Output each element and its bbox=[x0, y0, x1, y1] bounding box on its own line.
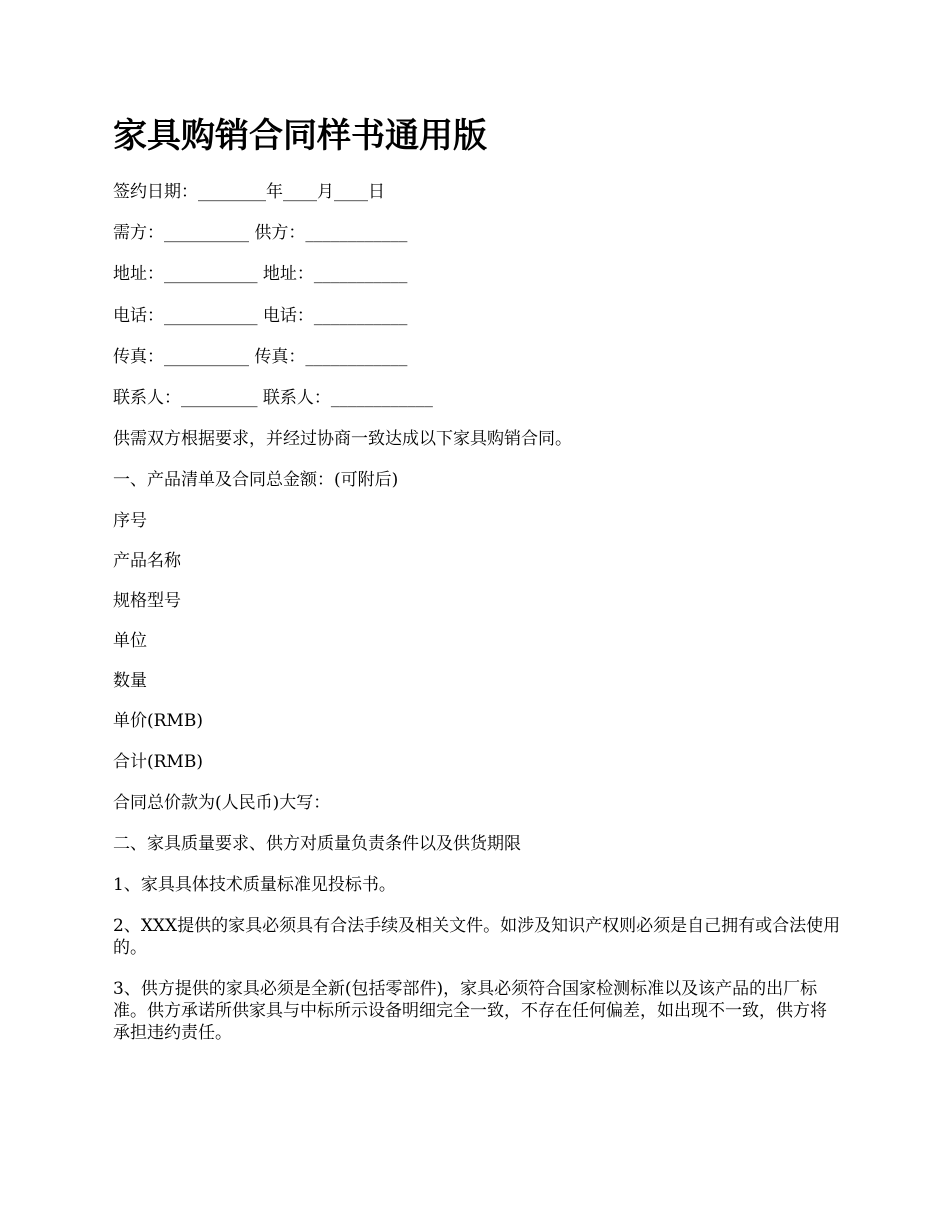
clause-2: 2、XXX提供的家具必须具有合法手续及相关文件。如涉及知识产权则必须是自己拥有或合法使用的。 bbox=[113, 916, 841, 958]
table-header-cell: 序号 bbox=[113, 511, 147, 531]
party-phone-line: 电话：___________ 电话：___________ bbox=[113, 306, 408, 326]
party-contact-line: 联系人：_________ 联系人：____________ bbox=[113, 388, 433, 408]
table-header-cell: 合计(RMB) bbox=[113, 752, 203, 772]
document-title: 家具购销合同样书通用版 bbox=[113, 116, 487, 156]
clause-3: 3、供方提供的家具必须是全新(包括零部件)，家具必须符合国家检测标准以及该产品的出厂标准。供方承诺所供家具与中标所示设备明细完全一致，不存在任何偏差，如出现不一致，供方将承担违约责任。 bbox=[113, 979, 827, 1043]
section2-heading: 二、家具质量要求、供方对质量负责条件以及供货期限 bbox=[113, 834, 521, 854]
table-header-cell: 数量 bbox=[113, 671, 147, 691]
sign-date-line: 签约日期：________年____月____日 bbox=[113, 182, 385, 202]
table-header-cell: 单位 bbox=[113, 631, 147, 651]
table-header-cell: 单价(RMB) bbox=[113, 711, 203, 731]
total-amount-line: 合同总价款为(人民币)大写： bbox=[113, 793, 331, 813]
intro-paragraph: 供需双方根据要求，并经过协商一致达成以下家具购销合同。 bbox=[113, 429, 572, 449]
section1-heading: 一、产品清单及合同总金额：(可附后) bbox=[113, 470, 399, 490]
party-address-line: 地址：___________ 地址：___________ bbox=[113, 264, 408, 284]
clause-1: 1、家具具体技术质量标准见投标书。 bbox=[113, 875, 396, 895]
table-header-cell: 规格型号 bbox=[113, 591, 181, 611]
party-fax-line: 传真：__________ 传真：____________ bbox=[113, 347, 408, 367]
party-name-line: 需方：__________ 供方：____________ bbox=[113, 223, 408, 243]
table-header-cell: 产品名称 bbox=[113, 551, 181, 571]
